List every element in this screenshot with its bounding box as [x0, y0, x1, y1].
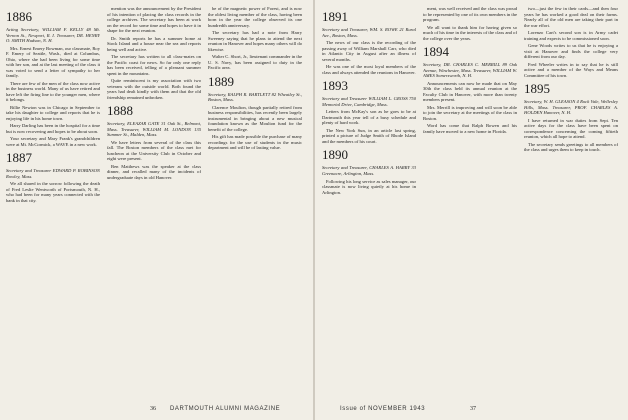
class-officers: Acting Secretary, WILLIAM F. KELLY 48 Mt. Vernon St., Newport, R. I. Treasurer, DR. HENRY O. SMITH Hudson, N. H. — [6, 27, 100, 44]
news-paragraph: Walter C. Short, Jr., lieutenant commander in the U. S. Navy, has been assigned to duty in the Pacific area. — [208, 54, 302, 70]
news-paragraph: His gift has made possible the purchase of many recordings for the use of students in the music department and will be of lasting value. — [208, 134, 302, 151]
news-paragraph: The New York Sun, in an article last spring, printed a picture of Judge Smith of Rhode Island and the members of his court. — [322, 127, 416, 144]
news-paragraph: Announcements can now be made that on May 30th the class held its annual reunion at the Faculty Club in Hanover, with more than twenty members present. — [423, 80, 517, 103]
class-officers: Secretary and Treasurer, WM. S. ROWE 21 Rural Ave., Boston, Mass. — [322, 27, 416, 38]
class-officers: Secretary, ELEAZAR GATE 31 Oak St., Belmont, Mass. Treasurer, WILLIAM M. LONDON 135 Summer St., Malden, Mass. — [107, 121, 201, 138]
news-paragraph: Dr. Smith reports he has a summer home at Stock Island and a house near the sea and reports being well and active. — [107, 35, 201, 52]
class-year-heading: 1889 — [208, 73, 234, 89]
left-page-column-3 — [208, 6, 302, 402]
news-paragraph: The secretary has had a note from Harry Sweeney saying that he plans to attend the next reunion in Hanover and hopes many others will do likewise. — [208, 30, 302, 52]
news-paragraph: There are few of the men of the class now active in the business world. Many of us have retired and have left the firing line to the younger men, where it belongs. — [6, 80, 100, 103]
news-paragraph: Your secretary and Mary Frank's grandchildren were at Mt. McCormick, a WAVE in a new work. — [6, 136, 100, 147]
class-officers: Secretary and Treasurer, CHARLES A. HARRY 33 Greenacre, Arlington, Mass. — [322, 165, 416, 176]
page-gutter — [313, 0, 315, 420]
class-officers: Secretary and Treasurer WILLIAM L. GROSS 750 Memorial Drive, Cambridge, Mass. — [322, 96, 416, 107]
news-paragraph: ment, was well received and the class was proud to be represented by one of its own members in the program. — [423, 6, 517, 22]
news-paragraph: Ben Matthews was the speaker at the class dinner, and recalled many of the incidents of undergraduate days in old Hanover. — [107, 163, 201, 180]
class-year-heading: 1888 — [107, 103, 133, 118]
left-page-column-1 — [6, 6, 100, 402]
class-year-heading: 1887 — [6, 150, 32, 166]
class-year-heading: 1886 — [6, 9, 32, 24]
right-page-column-3 — [524, 6, 618, 402]
news-paragraph: Word has come that Ralph Bowen and his family have moved to a new home in Florida. — [423, 123, 517, 134]
news-paragraph: Harry Darling has been in the hospital for a time but is now recovering and hopes to be about soon. — [6, 123, 100, 134]
news-paragraph: mention was the announcement by the President of his intention of placing the class records in the college archives. The secretary has been at work on the record for some time and hopes to have it in shape for the next reunion. — [107, 6, 201, 33]
news-paragraph: The secretary has written to all class-mates on the Pacific coast for news. So far only one reply has been received, telling of a pleasant summer spent in the mountains. — [107, 54, 201, 76]
news-paragraph: Clarence Moulton, though partially retired from business responsibilities, has recently been largely instrumental in bringing about a new musical foundation known as the Moulton fund for the benefit of the college. — [208, 104, 302, 132]
right-page-footer: Issue of NOVEMBER 1943 — [340, 406, 426, 412]
class-year-heading: 1895 — [524, 81, 550, 96]
news-paragraph: I have returned in war duties from Sept. Ten active days for the class have been spent on correspondence concerning the coming fiftieth reunion, which all hope to attend. — [524, 117, 618, 140]
news-paragraph: Gene Woods writes to us that he is enjoying a visit at Hanover and finds the college very different from our day. — [524, 43, 618, 59]
class-year-heading: 1894 — [423, 44, 449, 59]
news-paragraph: be of the magnetic power of Forest, and is now the oldest living member of the class, having been born in the year the college observed its one hundredth anniversary. — [208, 6, 302, 28]
news-paragraph: Lorenzo Cart's second son is in Army cadet training and expects to be commissioned soon. — [524, 30, 618, 41]
class-year-heading: 1891 — [322, 9, 348, 24]
news-paragraph: We have letters from several of the class this fall. The Boston members of the class met for luncheon at the University Club in October and eight were present. — [107, 139, 201, 162]
class-officers: Secretary, RALPH R. BARTLETT 82 Wheatley St., Boston, Mass. — [208, 91, 302, 103]
news-paragraph: Mrs. Ernest Emery Bowman, our classmate, Roy F. Emery of Seattle, Wash., died at Columbus, Ohio, where she had been living for some time with her son, and at the last meeting of the class it was voted to send a letter of sympathy to her family. — [6, 45, 100, 79]
news-paragraph: We all shared in the sorrow following the death of Fred Leslie Wentworth of Portsmouth, N. H., who had been for many years connected with the bank in that city. — [6, 181, 100, 203]
class-officers: Secretary, DR. CHARLES C. MERRILL 89 Oak Avenue, Winchester, Mass. Treasurer, WILLIAM W. AMES Somersworth, N. H. — [423, 62, 517, 79]
class-officers: Secretary, W. H. GLEASON 4 Rock Vale, Wellesley Hills, Mass. Treasurer, PROF. CHARLES A. HOLDEN Hanover, N. H. — [524, 99, 618, 116]
news-paragraph: two—just the few in their cards—and then four years he has worked a good deal on their farms. Nearly all of the old men are taking their part in the war effort. — [524, 6, 618, 28]
class-year-heading: 1893 — [322, 78, 348, 94]
news-paragraph: The secretary sends greetings to all members of the class and urges them to keep in touch. — [524, 141, 618, 153]
news-paragraph: Billie Newton was in Chicago in September to take his daughter to college and reports that he is enjoying life in his home town. — [6, 104, 100, 121]
left-page-number: 36 — [150, 406, 156, 412]
news-paragraph: Quite reminiscent is my association with two veterans with the outside world. Both found the years had dealt kindly with them and that the old friendship remained unbroken. — [107, 78, 201, 100]
right-page-column-2 — [423, 6, 517, 402]
right-page-column-1 — [322, 6, 416, 402]
class-officers: Secretary and Treasurer EDWARD P. ROBINSON Rowley, Mass. — [6, 168, 100, 179]
news-paragraph: The news of our class is the recording of the passing away of William Marshall Carr, who died in Atlantic City in August after an illness of several months. — [322, 40, 416, 62]
class-year-heading: 1890 — [322, 147, 348, 163]
news-paragraph: Letters from McKay's son as he goes to be at Dartmouth this year tell of a busy schedule and plenty of hard work. — [322, 109, 416, 126]
left-page-footer: DARTMOUTH ALUMNI MAGAZINE — [170, 406, 281, 412]
news-paragraph: Fred Wheeler writes in to say that he is still active and a member of the Ways and Means Committee of his town. — [524, 61, 618, 78]
left-page-column-2 — [107, 6, 201, 402]
news-paragraph: We all want to thank him for having given so much of his time in the interests of the class and of the college over the years. — [423, 24, 517, 41]
news-paragraph: Following his long service as sales manager, our classmate is now living quietly at his home in Arlington. — [322, 178, 416, 195]
news-paragraph: Mrs. Merrill is improving and will soon be able to join the secretary at the meetings of the class in Boston. — [423, 104, 517, 121]
news-paragraph: He was one of the most loyal members of the class and always attended the reunions in Hanover. — [322, 64, 416, 75]
right-page-number: 37 — [470, 406, 476, 412]
